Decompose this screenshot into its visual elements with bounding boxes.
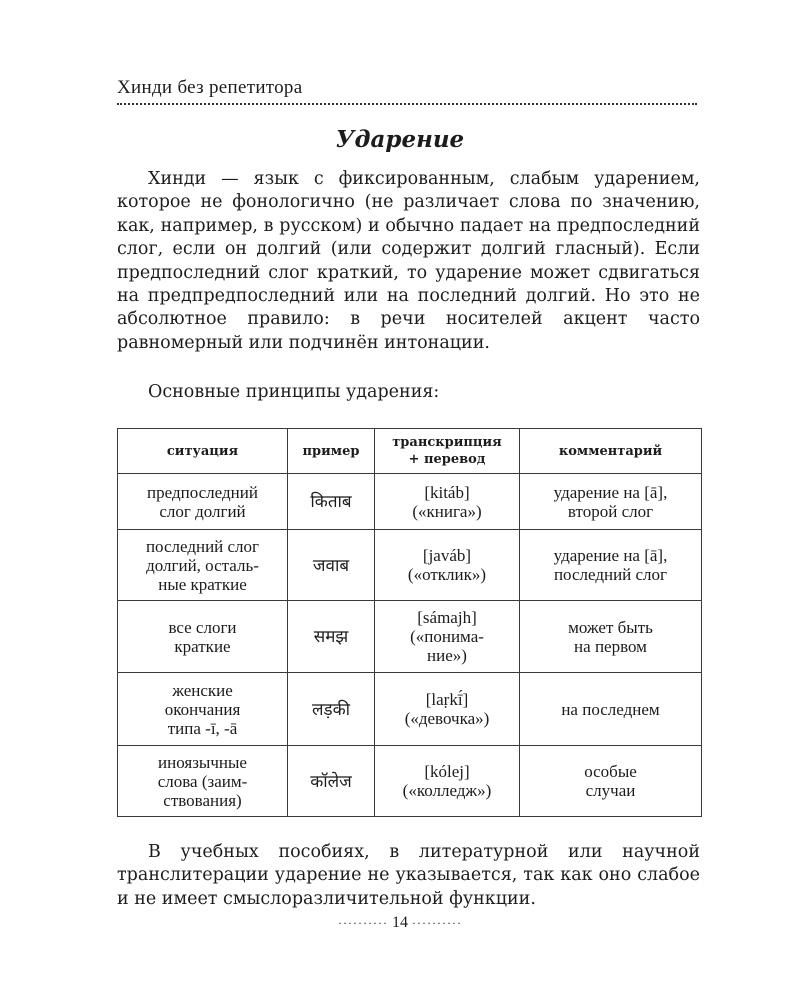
intro-paragraph: Хинди — язык с фиксированным, слабым ударением, которое не фонологично (не различает слова по значению, как, например, в русском) и обычно падает на предпоследний слог, если он долгий (или содержит долгий гласный). Если предпоследний слог краткий, то ударение может сдвигаться на предпредпоследний или на последний долгий. Но это не абсолютное правило: в речи носителей акцент часто равномерный или подчинён интонации. (117, 169, 700, 353)
transcription-cell: [javáb] («отклик») (375, 530, 520, 601)
section-title: Ударение (335, 126, 465, 153)
example-cell: लड़की (288, 673, 375, 746)
example-cell: किताब (288, 474, 375, 530)
table-header-row (118, 429, 702, 474)
example-cell: समझ (288, 601, 375, 673)
running-head: Хинди без репетитора (117, 77, 303, 98)
column-header-transcription-text: транскрипция + перевод (392, 435, 502, 467)
situation-cell: последний слог долгий, осталь- ные краткие (118, 530, 288, 601)
footer-dots-right: ·········· (412, 915, 462, 930)
table-row (118, 601, 702, 673)
principles-lead: Основные принципы ударения: (148, 382, 440, 402)
situation-cell: все слоги краткие (118, 601, 288, 673)
situation-cell: предпоследний слог долгий (118, 474, 288, 530)
table-row (118, 530, 702, 601)
column-header-example: пример (288, 429, 375, 474)
comment-cell: может быть на первом (520, 601, 702, 673)
page-number: 14 (392, 914, 408, 931)
table-row (118, 746, 702, 817)
comment-cell: особые случаи (520, 746, 702, 817)
header-divider (117, 103, 697, 105)
comment-cell: ударение на [ā], второй слог (520, 474, 702, 530)
transcription-cell: [kitáb] («книга») (375, 474, 520, 530)
comment-cell: на последнем (520, 673, 702, 746)
transcription-cell: [kólej] («колледж») (375, 746, 520, 817)
comment-cell: ударение на [ā], последний слог (520, 530, 702, 601)
page-footer (0, 914, 800, 932)
column-header-comment: комментарий (520, 429, 702, 474)
conclusion-paragraph: В учебных пособиях, в литературной или научной транслитерации ударение не указывается, так как оно слабое и не имеет смыслоразличительной функции. (117, 842, 700, 909)
footer-dots-left: ·········· (338, 915, 388, 930)
table-row (118, 474, 702, 530)
column-header-situation: ситуация (118, 429, 288, 474)
example-cell: कॉलेज (288, 746, 375, 817)
transcription-cell: [laṛkī́] («девочка») (375, 673, 520, 746)
situation-cell: иноязычные слова (заим- ствования) (118, 746, 288, 817)
column-header-transcription (375, 429, 520, 474)
situation-cell: женские окончания типа -ī, -ā (118, 673, 288, 746)
transcription-cell: [sámajh] («понима- ние») (375, 601, 520, 673)
table-row (118, 673, 702, 746)
example-cell: जवाब (288, 530, 375, 601)
stress-table (117, 428, 702, 817)
